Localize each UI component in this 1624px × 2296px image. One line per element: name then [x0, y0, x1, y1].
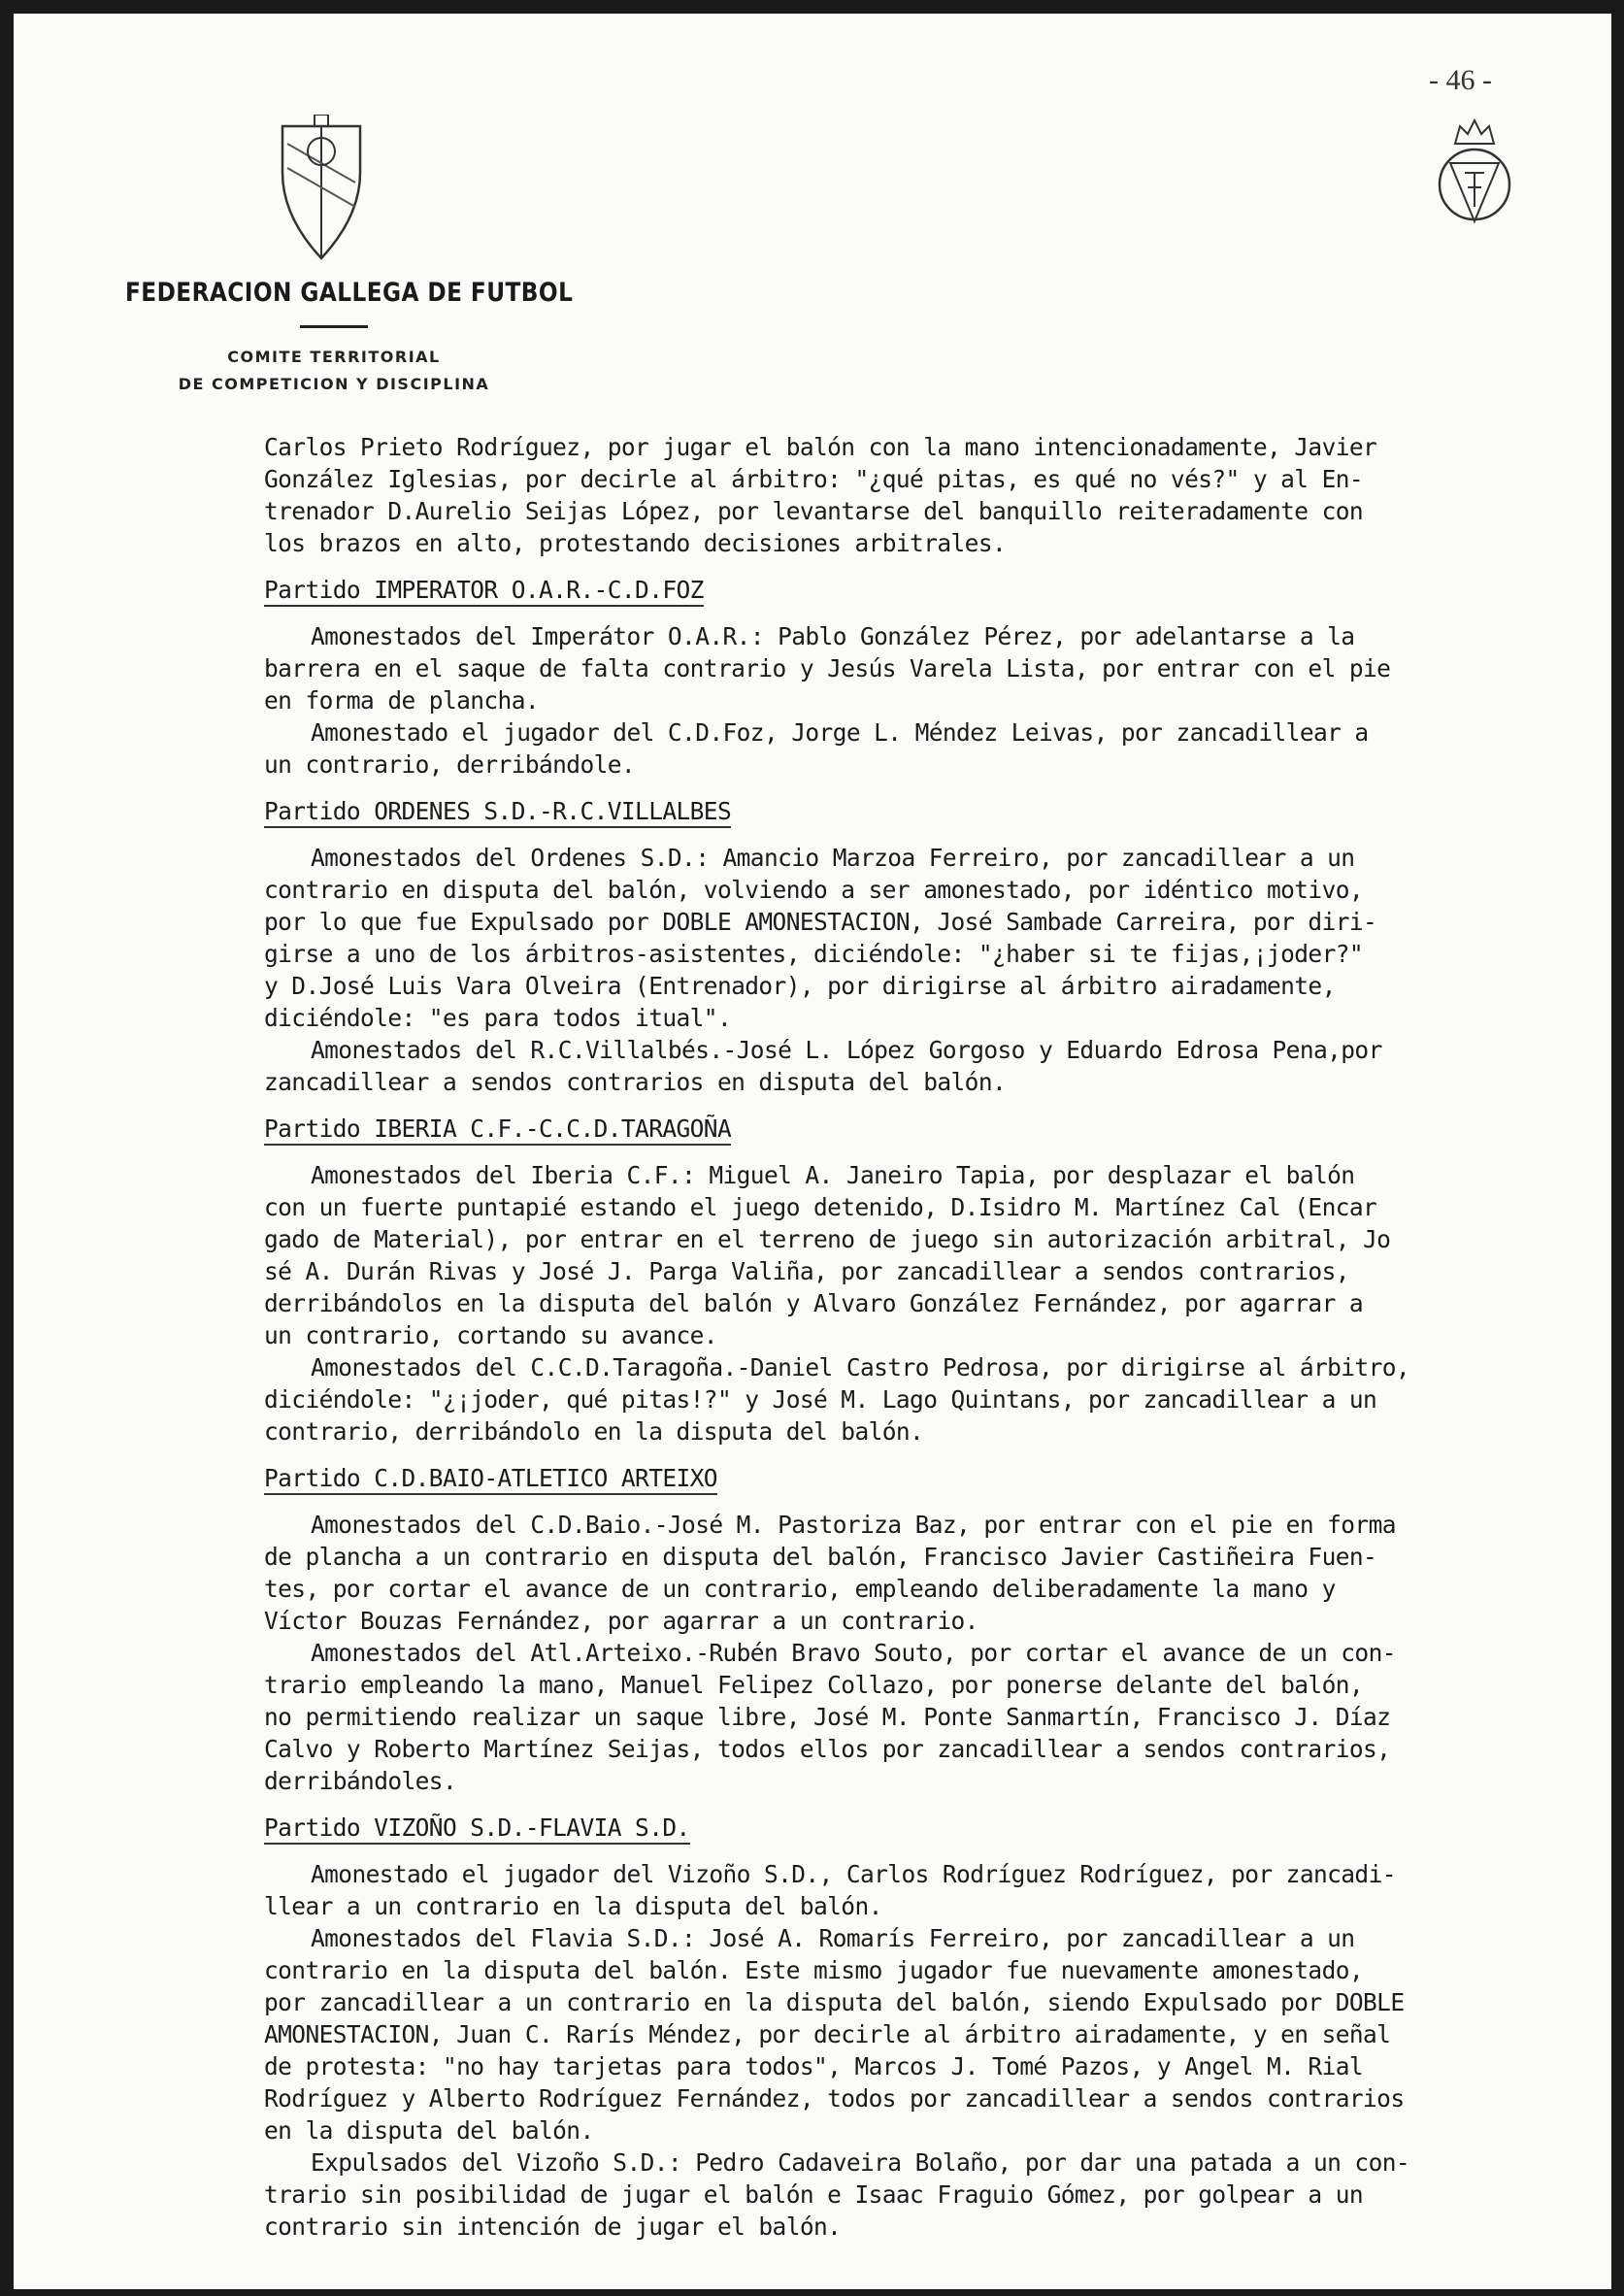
text-line: trario sin posibilidad de jugar el balón e Isaac Fraguio Gómez, por golpear a un — [264, 2180, 1364, 2209]
match-paragraph — [264, 2146, 1604, 2243]
text-line: trenador D.Aurelio Seijas López, por levantarse del banquillo reiteradamente con — [264, 497, 1364, 525]
text-line: en forma de plancha. — [264, 686, 540, 715]
match-heading: Partido C.D.BAIO-ATLETICO ARTEIXO — [264, 1463, 717, 1495]
text-line: contrario, derribándolo en la disputa del balón. — [264, 1417, 924, 1446]
text-line: derribándoles. — [264, 1767, 457, 1795]
text-line: no permitiendo realizar un saque libre, José M. Ponte Sanmartín, Francisco J. Díaz — [264, 1703, 1391, 1731]
text-line: Amonestados del Atl.Arteixo.-Rubén Bravo Souto, por cortar el avance de un con- — [311, 1639, 1396, 1667]
committee-line-1: COMITE TERRITORIAL — [227, 348, 441, 366]
text-line: Amonestados del Ordenes S.D.: Amancio Marzoa Ferreiro, por zancadillear a un — [311, 844, 1355, 872]
text-line: derribándolos en la disputa del balón y Alvaro González Fernández, por agarrar a — [264, 1289, 1364, 1317]
text-line: Carlos Prieto Rodríguez, por jugar el balón con la mano intencionadamente, Javier — [264, 433, 1377, 461]
text-line: Amonestados del Imperátor O.A.R.: Pablo González Pérez, por adelantarse a la — [311, 622, 1355, 650]
document-body — [264, 431, 1604, 2243]
text-line: tes, por cortar el avance de un contrario, empleando deliberadamente la mano y — [264, 1575, 1336, 1603]
text-line: gado de Material), por entrar en el terreno de juego sin autorización arbitral, Jo — [264, 1225, 1391, 1253]
text-line: Calvo y Roberto Martínez Seijas, todos ellos por zancadillear a sendos contrarios, — [264, 1735, 1391, 1763]
match-paragraph — [264, 1858, 1604, 1922]
match-paragraph — [264, 842, 1604, 1034]
match-heading: Partido ORDENES S.D.-R.C.VILLALBES — [264, 796, 731, 828]
text-line: González Iglesias, por decirle al árbitro: "¿qué pitas, es qué no vés?" y al En- — [264, 465, 1364, 493]
text-line: Amonestado el jugador del Vizoño S.D., Carlos Rodríguez Rodríguez, por zancadi- — [311, 1860, 1396, 1888]
federation-name: FEDERACION GALLEGA DE FUTBOL — [125, 278, 574, 308]
text-line: en la disputa del balón. — [264, 2116, 594, 2145]
page-number: - 46 - — [1429, 64, 1492, 96]
text-line: un contrario, cortando su avance. — [264, 1321, 717, 1349]
text-line: contrario en disputa del balón, volviendo a ser amonestado, por idéntico motivo, — [264, 876, 1364, 904]
text-line: sé A. Durán Rivas y José J. Parga Valiña, por zancadillear a sendos contrarios, — [264, 1257, 1349, 1285]
match-paragraph — [264, 1351, 1604, 1447]
header-divider — [300, 325, 368, 328]
text-line: Rodríguez y Alberto Rodríguez Fernández, todos por zancadillear a sendos contrarios — [264, 2084, 1405, 2113]
match-paragraph — [264, 620, 1604, 716]
text-line: diciéndole: "¿¡joder, qué pitas!?" y José M. Lago Quintans, por zancadillear a un — [264, 1385, 1377, 1414]
text-line: girse a uno de los árbitros-asistentes, diciéndole: "¿haber si te fijas,¡joder?" — [264, 940, 1364, 968]
text-line: zancadillear a sendos contrarios en disputa del balón. — [264, 1068, 1007, 1096]
text-line: Expulsados del Vizoño S.D.: Pedro Cadaveira Bolaño, por dar una patada a un con- — [311, 2148, 1410, 2177]
text-line: llear a un contrario en la disputa del balón. — [264, 1892, 882, 1920]
text-line: Amonestado el jugador del C.D.Foz, Jorge L. Méndez Leivas, por zancadillear a — [311, 718, 1369, 747]
match-paragraph — [264, 716, 1604, 781]
text-line: Amonestados del C.D.Baio.-José M. Pastoriza Baz, por entrar con el pie en forma — [311, 1511, 1396, 1539]
text-line: diciéndole: "es para todos itual". — [264, 1004, 732, 1032]
text-line: por lo que fue Expulsado por DOBLE AMONESTACION, José Sambade Carreira, por diri- — [264, 908, 1377, 936]
text-line: un contrario, derribándole. — [264, 750, 636, 779]
match-heading: Partido IBERIA C.F.-C.C.D.TARAGOÑA — [264, 1114, 731, 1146]
text-line: por zancadillear a un contrario en la disputa del balón, siendo Expulsado por DOBLE — [264, 1988, 1405, 2016]
federation-shield-logo — [278, 115, 365, 260]
text-line: AMONESTACION, Juan C. Rarís Méndez, por decirle al árbitro airadamente, y en señal — [264, 2020, 1391, 2048]
committee-line-2: DE COMPETICION Y DISCIPLINA — [178, 375, 490, 393]
text-line: Amonestados del C.C.D.Taragoña.-Daniel Castro Pedrosa, por dirigirse al árbitro, — [311, 1353, 1410, 1381]
match-paragraph — [264, 1637, 1604, 1797]
text-line: barrera en el saque de falta contrario y Jesús Varela Lista, por entrar con el pie — [264, 654, 1391, 682]
rfef-crown-logo — [1431, 115, 1518, 231]
text-line: contrario en la disputa del balón. Este mismo jugador fue nuevamente amonestado, — [264, 1956, 1364, 1984]
text-line: contrario sin intención de jugar el balón. — [264, 2213, 842, 2241]
match-heading: Partido VIZOÑO S.D.-FLAVIA S.D. — [264, 1813, 690, 1845]
text-line: con un fuerte puntapié estando el juego detenido, D.Isidro M. Martínez Cal (Encar — [264, 1193, 1377, 1221]
text-line: de protesta: "no hay tarjetas para todos", Marcos J. Tomé Pazos, y Angel M. Rial — [264, 2052, 1364, 2080]
intro-paragraph — [264, 431, 1604, 559]
text-line: trario empleando la mano, Manuel Felipez Collazo, por ponerse delante del balón, — [264, 1671, 1364, 1699]
text-line: de plancha a un contrario en disputa del balón, Francisco Javier Castiñeira Fuen- — [264, 1543, 1377, 1571]
match-paragraph — [264, 1922, 1604, 2146]
text-line: Amonestados del Iberia C.F.: Miguel A. Janeiro Tapia, por desplazar el balón — [311, 1161, 1355, 1189]
text-line: y D.José Luis Vara Olveira (Entrenador), por dirigirse al árbitro airadamente, — [264, 972, 1336, 1000]
text-line: Víctor Bouzas Fernández, por agarrar a un contrario. — [264, 1607, 978, 1635]
document-page — [14, 14, 1611, 2289]
match-paragraph — [264, 1509, 1604, 1637]
text-line: Amonestados del Flavia S.D.: José A. Romarís Ferreiro, por zancadillear a un — [311, 1924, 1355, 1952]
text-line: los brazos en alto, protestando decisiones arbitrales. — [264, 529, 1007, 557]
match-paragraph — [264, 1159, 1604, 1351]
letterhead — [91, 278, 577, 398]
match-paragraph — [264, 1034, 1604, 1098]
match-heading: Partido IMPERATOR O.A.R.-C.D.FOZ — [264, 575, 704, 607]
text-line: Amonestados del R.C.Villalbés.-José L. López Gorgoso y Eduardo Edrosa Pena,por — [311, 1036, 1382, 1064]
